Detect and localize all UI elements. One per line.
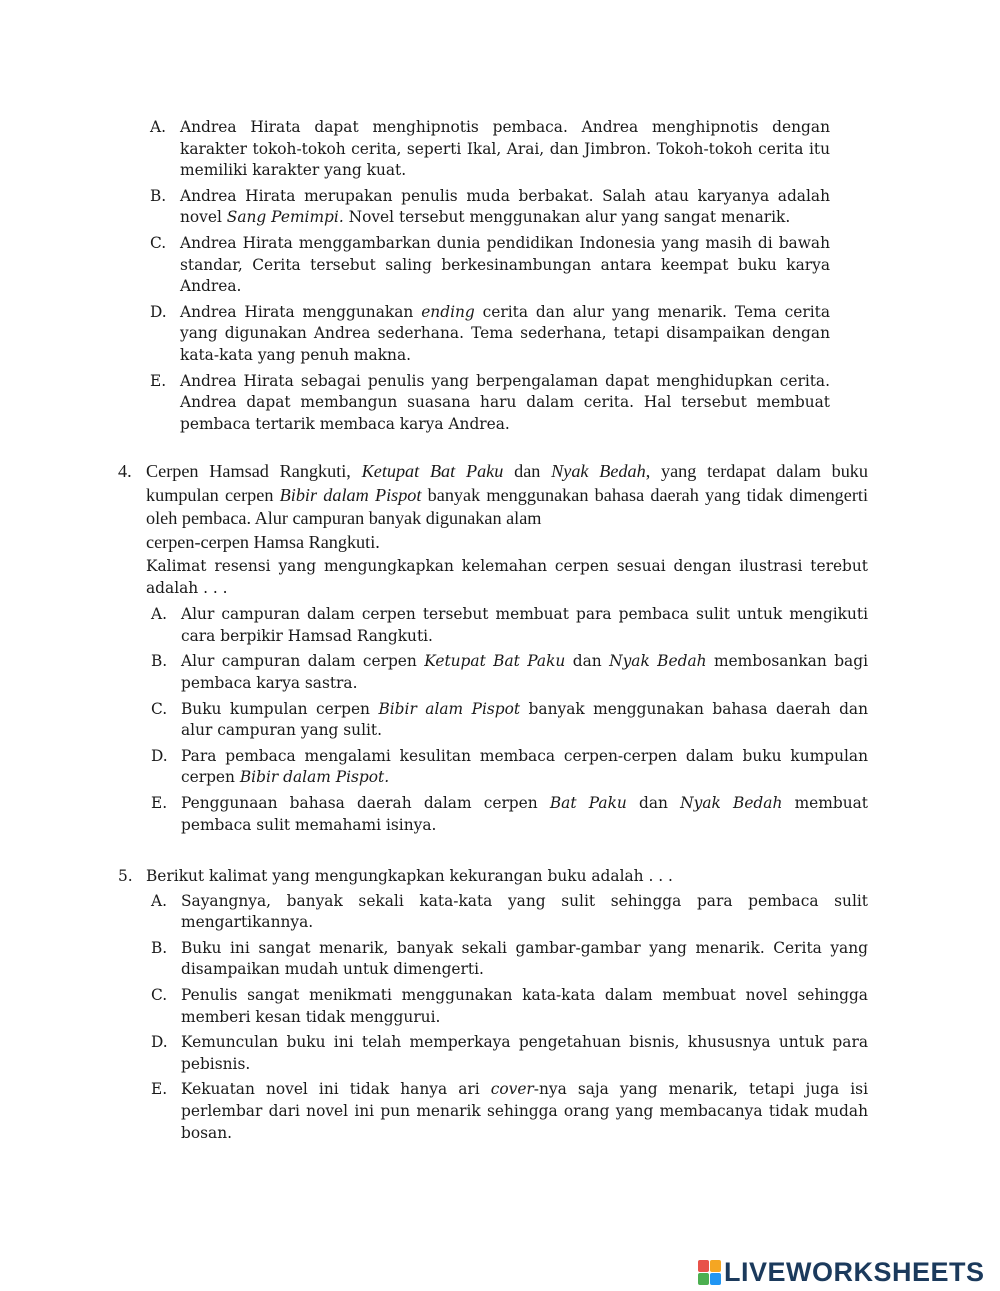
- logo-square-orange: [710, 1260, 721, 1272]
- text-segment: dan: [626, 793, 681, 812]
- text-segment: banyak menggunakan bahasa daerah dan alur campuran yang sulit.: [181, 699, 869, 740]
- option-label: D.: [151, 746, 168, 765]
- answer-option[interactable]: [151, 938, 868, 981]
- option-text: [181, 985, 868, 1028]
- question-5-stem: Berikut kalimat yang mengungkapkan kekurangan buku adalah . . .: [146, 867, 673, 885]
- question-number: 5.: [118, 867, 133, 885]
- question-4-stem: Kalimat resensi yang mengungkapkan kelemahan cerpen sesuai dengan ilustrasi terebut adalah . . .: [146, 557, 868, 597]
- option-label: E.: [151, 1080, 168, 1099]
- text-segment: Buku kumpulan cerpen: [181, 699, 379, 718]
- answer-option[interactable]: [151, 793, 868, 836]
- text-segment: Penggunaan bahasa daerah dalam cerpen: [181, 793, 550, 812]
- text-segment: banyak menggunakan bahasa daerah yang tidak dimengerti oleh pembaca. Alur campuran banyak digunakan alam: [146, 484, 869, 528]
- liveworksheets-logo[interactable]: [698, 1258, 985, 1286]
- answer-option[interactable]: [150, 117, 830, 182]
- liveworksheets-icon: [698, 1260, 720, 1284]
- text-segment: , yang terdapat dalam buku kumpulan cerpen: [146, 461, 868, 505]
- italic-title: Bibir dalam Pispot: [279, 484, 422, 505]
- option-text: [181, 604, 868, 647]
- question-5: [118, 866, 868, 1148]
- option-text: [180, 371, 830, 436]
- question-5-options: [151, 891, 868, 1145]
- option-text: [181, 1032, 868, 1075]
- logo-square-green: [698, 1273, 709, 1285]
- answer-option[interactable]: [150, 302, 830, 367]
- text-segment: Andrea Hirata sebagai penulis yang berpengalaman dapat menghidupkan cerita. Andrea dapat membangun suasana haru dalam cerita. Hal tersebut membuat pembaca tertarik membaca karya Andrea.: [180, 371, 830, 433]
- option-text: [180, 233, 830, 298]
- answer-option[interactable]: [150, 186, 830, 229]
- text-segment: cerita dan alur yang menarik. Tema cerita yang digunakan Andrea sederhana. Tema sederhana, tetapi disampaikan dengan kata-kata yang penuh makna.: [180, 302, 830, 364]
- answer-option[interactable]: [151, 1079, 868, 1144]
- text-segment: Cerpen Hamsad Rangkuti,: [146, 461, 362, 481]
- answer-option[interactable]: [151, 604, 868, 647]
- text-segment: Novel tersebut menggunakan alur yang sangat menarik.: [343, 208, 791, 227]
- answer-option[interactable]: [151, 746, 868, 789]
- italic-title: Ketupat Bat Paku: [361, 461, 504, 481]
- text-segment: Andrea Hirata menggambarkan dunia pendidikan Indonesia yang masih di bawah standar, Cerita tersebut saling berkesinambungan antara keempat buku karya Andrea.: [180, 233, 830, 296]
- text-segment: dan: [565, 652, 610, 671]
- option-label: A.: [151, 891, 168, 910]
- option-label: D.: [151, 1033, 168, 1052]
- text-segment: Alur campuran dalam cerpen tersebut membuat para pembaca sulit untuk mengikuti cara berpikir Hamsad Rangkuti.: [181, 605, 868, 645]
- italic-title: Bibir dalam Pispot.: [239, 768, 390, 787]
- italic-title: cover: [490, 1080, 534, 1099]
- answer-option[interactable]: [151, 985, 868, 1028]
- logo-square-red: [698, 1260, 709, 1272]
- option-text: [181, 793, 868, 836]
- italic-title: Bibir alam Pispot: [378, 699, 521, 718]
- text-segment: Kemunculan buku ini telah memperkaya pengetahuan bisnis, khususnya untuk para pebisnis.: [181, 1033, 868, 1073]
- question-4-options: [151, 604, 868, 836]
- option-label: E.: [151, 793, 168, 812]
- option-text: [180, 186, 830, 229]
- question-4: [118, 460, 868, 840]
- answer-option[interactable]: [151, 1032, 868, 1075]
- question-number: 4.: [118, 461, 132, 481]
- italic-title: Ketupat Bat Paku: [424, 652, 566, 671]
- option-text: [181, 651, 868, 694]
- italic-title: Nyak Bedah: [551, 461, 646, 481]
- option-text: [181, 891, 868, 934]
- option-text: [180, 302, 830, 367]
- answer-option[interactable]: [151, 891, 868, 934]
- answer-option[interactable]: [151, 651, 868, 694]
- option-text: [181, 938, 868, 981]
- question-4-text: [146, 460, 868, 531]
- option-label: C.: [151, 985, 168, 1004]
- option-label: B.: [151, 938, 168, 957]
- answer-option[interactable]: [150, 371, 830, 436]
- option-label: C.: [150, 233, 167, 252]
- option-label: B.: [151, 652, 168, 671]
- text-segment: Kekuatan novel ini tidak hanya ari: [181, 1080, 491, 1099]
- option-label: D.: [150, 302, 167, 321]
- answer-option[interactable]: [151, 699, 868, 742]
- italic-title: Sang Pemimpi.: [226, 208, 344, 227]
- logo-square-blue: [710, 1273, 721, 1285]
- text-segment: Andrea Hirata dapat menghipnotis pembaca. Andrea menghipnotis dengan karakter tokoh-tokoh cerita, seperti Ikal, Arai, dan Jimbron. Tokoh-tokoh cerita itu memiliki karakter yang kuat.: [180, 118, 830, 180]
- answer-option[interactable]: [150, 233, 830, 298]
- text-segment: Andrea Hirata menggunakan: [180, 302, 422, 321]
- option-text: [181, 1079, 868, 1144]
- option-label: B.: [150, 186, 167, 205]
- option-label: A.: [151, 605, 168, 624]
- option-text: [181, 699, 868, 742]
- italic-title: Bat Paku: [549, 793, 627, 812]
- question-3-options: [150, 117, 830, 439]
- option-label: C.: [151, 699, 168, 718]
- text-segment: -nya saja yang menarik, tetapi juga isi perlembar dari novel ini pun menarik sehingga orang yang membacanya tidak mudah bosan.: [181, 1080, 868, 1142]
- text-segment: dan: [503, 461, 552, 481]
- italic-title: Nyak Bedah: [680, 793, 783, 812]
- option-label: E.: [150, 371, 167, 390]
- brand-name: LIVEWORKSHEETS: [724, 1256, 985, 1287]
- italic-title: Nyak Bedah: [609, 652, 707, 671]
- text-segment: Sayangnya, banyak sekali kata-kata yang sulit sehingga para pembaca sulit mengartikannya.: [181, 891, 868, 932]
- option-text: [180, 117, 830, 182]
- text-segment: membuat pembaca sulit memahami isinya.: [181, 793, 868, 834]
- option-label: A.: [150, 118, 167, 136]
- italic-title: ending: [421, 302, 475, 321]
- question-4-text-cont: cerpen-cerpen Hamsa Rangkuti.: [146, 531, 380, 552]
- text-segment: Para pembaca mengalami kesulitan membaca cerpen-cerpen dalam buku kumpulan cerpen: [181, 746, 868, 787]
- text-segment: Penulis sangat menikmati menggunakan kata-kata dalam membuat novel sehingga memberi kesan tidak menggurui.: [181, 985, 868, 1026]
- text-segment: Buku ini sangat menarik, banyak sekali gambar-gambar yang menarik. Cerita yang disampaikan mudah untuk dimengerti.: [181, 938, 868, 979]
- option-text: [181, 746, 868, 789]
- text-segment: membosankan bagi pembaca karya sastra.: [181, 652, 868, 692]
- text-segment: Alur campuran dalam cerpen: [181, 652, 425, 671]
- text-segment: Andrea Hirata merupakan penulis muda berbakat. Salah atau karyanya adalah novel: [180, 186, 830, 227]
